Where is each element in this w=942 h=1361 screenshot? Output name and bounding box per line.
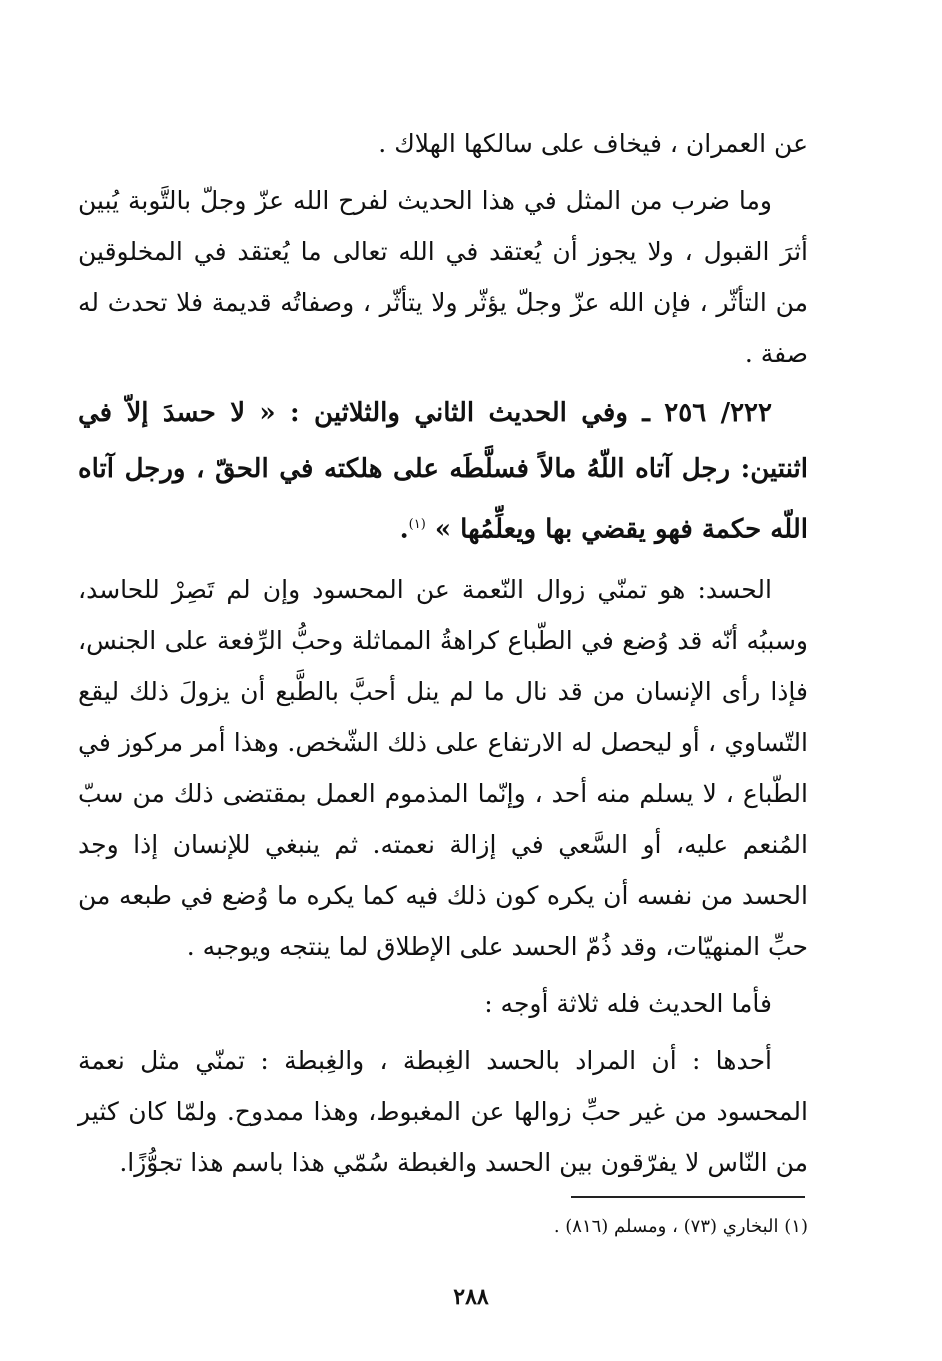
paragraph-hasad-definition: الحسد: هو تمنّي زوال النّعمة عن المحسود وإن لم تَصِرْ للحاسد، وسببُه أنّه قد وُضع في الطّباع كراهةُ المماثلة وحبُّ الرِّفعة على الجنس، فإذا رأى الإنسان من قد نال ما لم ينل أحبَّ بالطَّبع أن يزولَ ذلك ليقع التّساوي ، أو ليحصل له الارتفاع على ذلك الشّخص. وهذا أمر مركوز في الطّباع ، لا يسلم منه أحد ، وإنّما المذموم العمل بمقتضى ذلك من سبّ المُنعم عليه، أو السَّعي في إزالة نعمته. ثم ينبغي للإنسان إذا وجد الحسد من نفسه أن يكره كون ذلك فيه كما يكره ما وُضع في طبعه من حبِّ المنهيّات، وقد ذُمّ الحسد على الإطلاق لما ينتجه ويوجبه . [78, 574, 808, 961]
footnote-marker: (١) [408, 517, 426, 532]
hadith-body: ٢٢٢/ ٢٥٦ ـ وفي الحديث الثاني والثلاثين : « لا حسدَ إلاّ في اثنتين: رجل آتاه اللّهُ مالاً فسلَّطَه على هلكته في الحقّ ، ورجل آتاه اللّه حكمة فهو يقضي بها ويعلِّمُها » [78, 398, 808, 545]
hadith-text [78, 385, 808, 558]
footnote-divider [571, 1196, 805, 1198]
paragraph-three-aspects: فأما الحديث فله ثلاثة أوجه : [484, 988, 772, 1018]
page-number: ٢٨٨ [453, 1284, 489, 1310]
page-body [78, 118, 808, 1188]
paragraph-first-aspect: أحدها : أن المراد بالحسد الغِبطة ، والغِبطة : تمنّي مثل نعمة المحسود من غير حبِّ زوالها عن المغبوط، وهذا ممدوح. ولمّا كان كثير من النّاس لا يفرّقون بين الحسد والغبطة سُمّي هذا باسم هذا تجوُّزًا. [78, 1045, 808, 1177]
footnote: (١) البخاري (٧٣) ، ومسلم (٨١٦) . [553, 1216, 808, 1237]
hadith-end: . [399, 514, 409, 545]
paragraph-continuation: عن العمران ، فيخاف على سالكها الهلاك . [378, 129, 808, 158]
paragraph-parable: وما ضرب من المثل في هذا الحديث لفرح الله عزّ وجلّ بالتَّوبة يُبين أثرَ القبول ، ولا يجوز أن يُعتقد في الله تعالى ما يُعتقد في المخلوقين من التأثّر ، فإن الله عزّ وجلّ يؤثّر ولا يتأثّر ، وصفاتُه قديمة فلا تحدث له صفة . [78, 186, 808, 368]
